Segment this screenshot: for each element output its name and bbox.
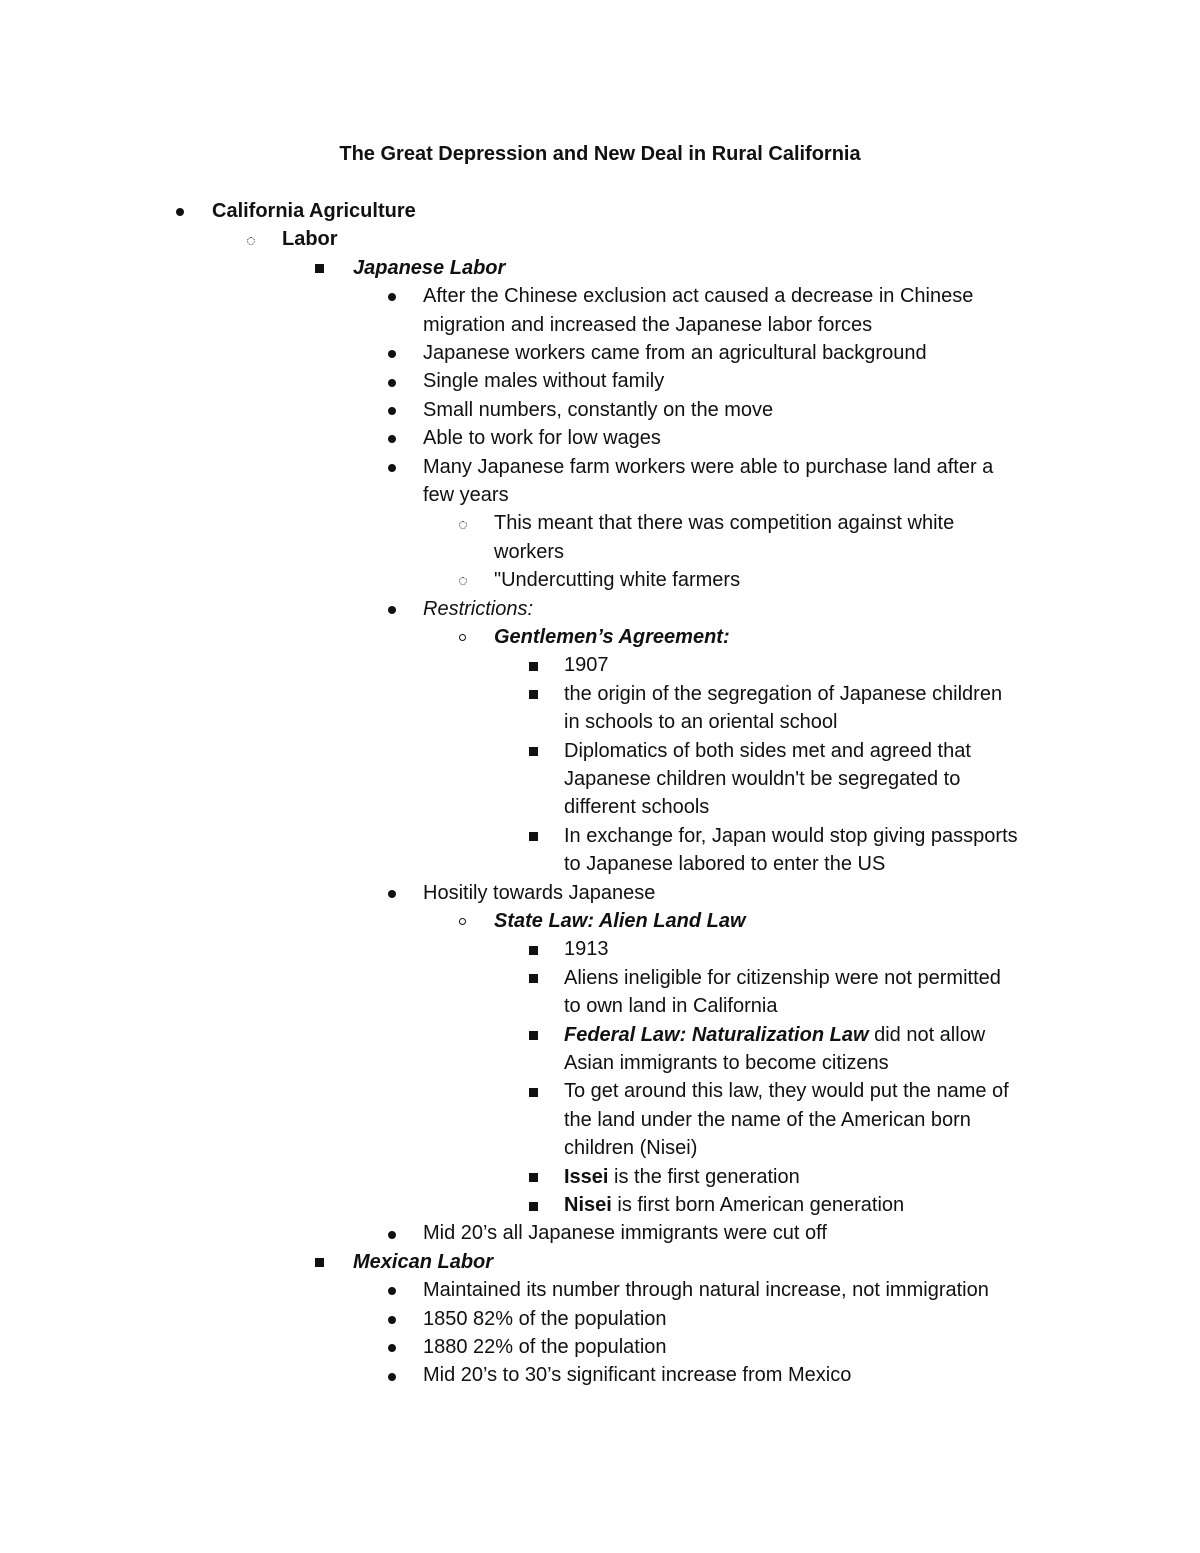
list-item (0, 1219, 1200, 1247)
list-item-text (564, 1163, 800, 1191)
bullet-square-icon (529, 974, 538, 983)
list-item-continuation (0, 992, 1200, 1020)
list-item-text (564, 992, 777, 1020)
bullet-square-icon (529, 747, 538, 756)
list-item-label: Japanese workers came from an agricultural background (423, 342, 927, 364)
list-item-text (423, 453, 993, 481)
bullet-square-icon (529, 1088, 538, 1097)
list-item-label: Able to work for low wages (423, 427, 661, 450)
list-item (0, 367, 1200, 395)
list-item-continuation (0, 793, 1200, 821)
list-item (0, 1163, 1200, 1191)
bullet-disc-icon (388, 435, 396, 443)
list-item-tail: is the first generation (608, 1165, 800, 1188)
list-item-text (494, 566, 740, 594)
list-item-label: Aliens ineligible for citizenship were not permitted (564, 966, 1001, 989)
list-item-label: California Agriculture (212, 200, 416, 222)
list-item (0, 1361, 1200, 1389)
list-item (0, 254, 1200, 282)
list-item (0, 396, 1200, 424)
list-item (0, 822, 1200, 850)
list-item (0, 623, 1200, 651)
list-item (0, 424, 1200, 452)
list-item-continuation (0, 765, 1200, 793)
list-item-text (494, 623, 730, 651)
list-item-label: the origin of the segregation of Japanese children (564, 682, 1003, 705)
list-item-text (423, 311, 872, 339)
list-item-label: Mid 20’s all Japanese immigrants were cut off (423, 1222, 827, 1245)
list-item (0, 1333, 1200, 1361)
list-item-text (423, 879, 655, 907)
bullet-disc-icon (388, 890, 396, 898)
list-item-tail: did not allow (868, 1023, 986, 1046)
list-item (0, 907, 1200, 935)
bullet-disc-icon (388, 293, 396, 301)
list-item-label: Maintained its number through natural increase, not immigration (423, 1279, 989, 1302)
list-item-label: Japanese children wouldn't be segregated to (564, 768, 961, 790)
list-item-continuation (0, 311, 1200, 339)
list-item-label: After the Chinese exclusion act caused a decrease in Chinese (423, 285, 974, 308)
list-item-text (564, 1049, 889, 1077)
list-item (0, 1248, 1200, 1276)
list-item-label: Gentlemen’s Agreement: (494, 626, 730, 648)
list-item-text (494, 509, 954, 537)
list-item-label: to Japanese labored to enter the US (564, 853, 886, 876)
bullet-square-icon (315, 264, 324, 273)
bullet-square-icon (529, 946, 538, 955)
bullet-disc-icon (388, 464, 396, 472)
list-item-label: migration and increased the Japanese labor forces (423, 313, 873, 336)
list-item-text (564, 708, 838, 736)
list-item (0, 680, 1200, 708)
list-item-label: in schools to an oriental school (564, 711, 838, 734)
list-item-continuation (0, 850, 1200, 878)
list-item-text (423, 1333, 667, 1361)
list-item-label: to own land in California (564, 995, 778, 1018)
list-item-label: Japanese Labor (353, 256, 506, 279)
list-item (0, 935, 1200, 963)
list-item-text (212, 197, 416, 225)
bullet-disc-icon (388, 1231, 396, 1239)
list-item-text (564, 935, 609, 963)
list-item (0, 282, 1200, 310)
bullet-square-icon (529, 1173, 538, 1182)
list-item-text (564, 793, 709, 821)
list-item (0, 339, 1200, 367)
bullet-square-icon (315, 1258, 324, 1267)
document-title: The Great Depression and New Deal in Rural California (339, 143, 861, 165)
bullet-square-icon (529, 1031, 538, 1040)
list-item-label: Labor (282, 228, 338, 251)
list-item (0, 1021, 1200, 1049)
list-item-continuation (0, 1049, 1200, 1077)
list-item-continuation (0, 1106, 1200, 1134)
list-item-text (564, 964, 1001, 992)
bullet-disc-icon (388, 1373, 396, 1381)
list-item-text (423, 595, 533, 623)
bullet-disc-icon (388, 1344, 396, 1352)
bullet-disc-icon (176, 208, 184, 216)
bullet-disc-icon (388, 1316, 396, 1324)
list-item-label: State Law: Alien Land Law (494, 910, 746, 932)
list-item-label: "Undercutting white farmers (494, 569, 741, 592)
bullet-disc-icon (388, 350, 396, 358)
list-item-tail: is first born American generation (611, 1194, 905, 1216)
bullet-disc-icon (388, 606, 396, 614)
list-item-continuation (0, 1134, 1200, 1162)
list-item-text (423, 1276, 989, 1304)
list-item-label: 1850 82% of the population (423, 1307, 667, 1330)
list-item-label: Asian immigrants to become citizens (564, 1052, 889, 1074)
list-item-text (564, 1021, 985, 1049)
list-item-continuation (0, 481, 1200, 509)
bullet-square-icon (529, 662, 538, 671)
list-item-label: Restrictions: (423, 597, 534, 620)
list-item-label: This meant that there was competition against white (494, 512, 955, 535)
list-item (0, 1305, 1200, 1333)
list-item-label: 1880 22% of the population (423, 1336, 667, 1358)
list-item (0, 1077, 1200, 1105)
list-item-text (494, 538, 564, 566)
bullet-dotted-circle-icon (459, 577, 467, 585)
list-item-text (423, 367, 664, 395)
list-item (0, 566, 1200, 594)
list-item (0, 1276, 1200, 1304)
list-item-label: workers (494, 540, 565, 563)
list-item-text (564, 680, 1002, 708)
list-item-text (564, 850, 885, 878)
list-item-text (564, 1191, 904, 1219)
list-item-text (494, 907, 746, 935)
list-item-text (564, 822, 1018, 850)
list-item (0, 509, 1200, 537)
list-item-text (423, 424, 661, 452)
list-item-label: few years (423, 484, 509, 506)
list-item-text (564, 651, 609, 679)
list-item-continuation (0, 708, 1200, 736)
list-item-label: Many Japanese farm workers were able to purchase land after a (423, 455, 994, 478)
list-item-text (564, 765, 960, 793)
list-item-label: Mexican Labor (353, 1250, 494, 1273)
list-item-text (564, 1134, 697, 1162)
list-item (0, 737, 1200, 765)
list-item-text (564, 1106, 971, 1134)
list-item-label: the land under the name of the American born (564, 1108, 971, 1131)
list-item-label: 1907 (564, 654, 609, 677)
list-item-label: Mid 20’s to 30’s significant increase from Mexico (423, 1364, 852, 1387)
list-item-text (564, 1077, 1009, 1105)
list-item-label: Issei (564, 1165, 609, 1188)
list-item (0, 595, 1200, 623)
bullet-square-icon (529, 690, 538, 699)
list-item-text (423, 1361, 851, 1389)
list-item-text (423, 1219, 827, 1247)
list-item-label: Diplomatics of both sides met and agreed that (564, 739, 971, 762)
list-item-label: In exchange for, Japan would stop giving passports (564, 824, 1018, 847)
list-item-label: different schools (564, 796, 710, 819)
list-item-label: Hositily towards Japanese (423, 881, 656, 904)
bullet-disc-icon (388, 379, 396, 387)
list-item-text (282, 225, 338, 253)
bullet-dotted-circle-icon (247, 237, 255, 245)
list-item (0, 453, 1200, 481)
list-item-label: children (Nisei) (564, 1137, 698, 1160)
list-item (0, 879, 1200, 907)
list-item-label: To get around this law, they would put the name of (564, 1080, 1009, 1103)
list-item (0, 225, 1200, 253)
list-item (0, 964, 1200, 992)
bullet-square-icon (529, 832, 538, 841)
list-item-text (423, 481, 509, 509)
list-item-text (564, 737, 971, 765)
list-item-text (423, 1305, 667, 1333)
list-item-continuation (0, 538, 1200, 566)
list-item-label: Nisei (564, 1194, 612, 1216)
list-item-label: 1913 (564, 938, 609, 961)
list-item-text (353, 254, 505, 282)
list-item-text (423, 339, 927, 367)
bullet-square-icon (529, 1202, 538, 1211)
list-item-text (423, 282, 973, 310)
list-item-text (353, 1248, 493, 1276)
bullet-disc-icon (388, 1287, 396, 1295)
list-item-label: Federal Law: Naturalization Law (564, 1023, 869, 1046)
list-item-label: Small numbers, constantly on the move (423, 398, 774, 421)
list-item-label: Single males without family (423, 370, 665, 393)
bullet-disc-icon (388, 407, 396, 415)
list-item-text (423, 396, 773, 424)
bullet-circle-icon (459, 634, 466, 641)
list-item (0, 651, 1200, 679)
bullet-dotted-circle-icon (459, 521, 467, 529)
list-item (0, 1191, 1200, 1219)
bullet-circle-icon (459, 918, 466, 925)
list-item (0, 197, 1200, 225)
